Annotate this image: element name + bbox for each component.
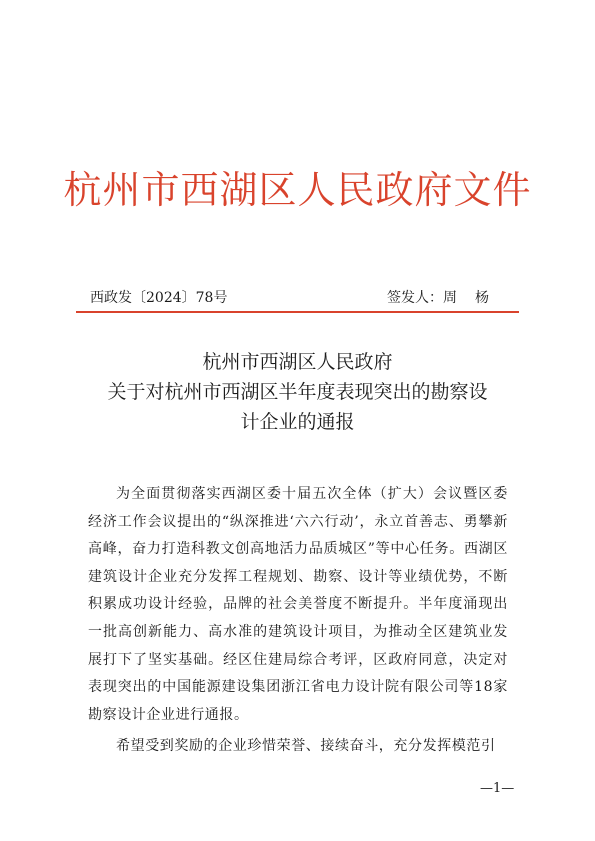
document-body [88,481,508,761]
red-separator-line [76,311,519,313]
body-paragraph: 希望受到奖励的企业珍惜荣誉、接续奋斗，充分发挥模范引 [116,738,496,755]
document-number: 西政发〔2024〕78号 [90,290,228,306]
issuer [387,289,507,307]
document-title-line: 杭州市西湖区人民政府 [202,351,393,373]
document-title-line: 计企业的通报 [240,411,355,433]
document-header-title: 杭州市西湖区人民政府文件 [63,168,532,212]
page-number: —1— [480,781,515,796]
body-paragraph: 为全面贯彻落实西湖区委十届五次全体（扩大）会议暨区委经济工作会议提出的“纵深推进‘六六行动’，永立首善志、勇攀新高峰，奋力打造科教文创高地活力品质城区”等中心任务。西湖区建筑设计企业充分发挥工程规划、勘察、设计等业绩优势，不断积累成功设计经验，品牌的社会美誉度不断提升。半年度涌现出一批高创新能力、高水准的建筑设计项目，为推动全区建筑业发展打下了坚实基础。经区住建局综合考评，区政府同意，决定对表现突出的中国能源建设集团浙江省电力设计院有限公司等18家勘察设计企业进行通报。 [88,486,508,723]
issuer-name: 周杨 [443,290,507,306]
document-title [60,347,535,437]
issuer-label: 签发人： [387,290,443,306]
document-title-line: 关于对杭州市西湖区半年度表现突出的勘察设 [107,381,488,403]
